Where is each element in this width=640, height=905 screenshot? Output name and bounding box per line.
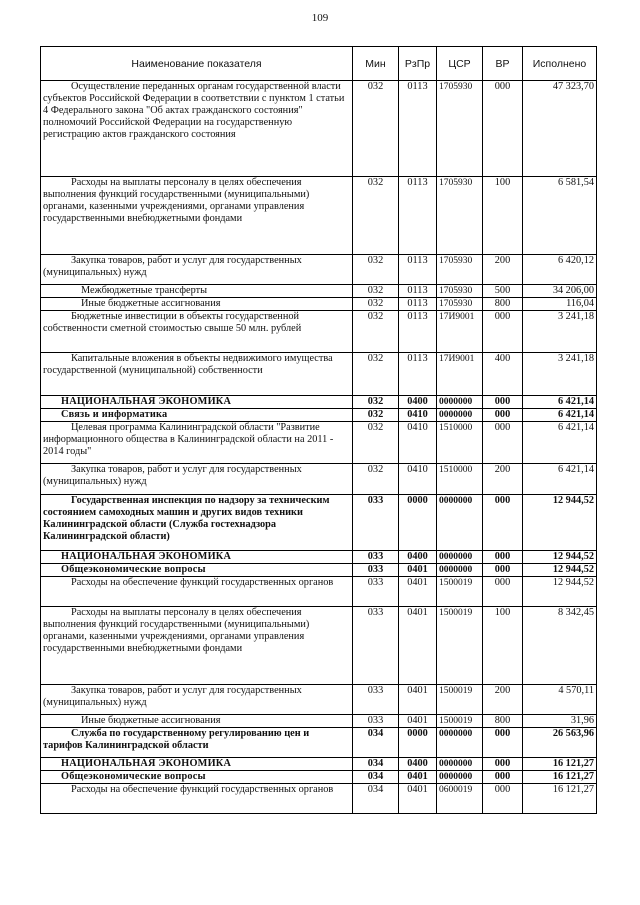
row-csr: 1500019 bbox=[437, 607, 483, 685]
table-row bbox=[41, 353, 597, 396]
row-vr: 800 bbox=[483, 715, 523, 728]
table-row bbox=[41, 577, 597, 607]
row-vr: 000 bbox=[483, 495, 523, 551]
row-done: 16 121,27 bbox=[523, 784, 597, 814]
row-rzpr: 0401 bbox=[399, 577, 437, 607]
row-min: 034 bbox=[353, 771, 399, 784]
row-csr: 17И9001 bbox=[437, 311, 483, 353]
table-row bbox=[41, 715, 597, 728]
row-min: 032 bbox=[353, 177, 399, 255]
row-csr: 1705930 bbox=[437, 81, 483, 177]
row-csr: 0000000 bbox=[437, 551, 483, 564]
row-vr: 200 bbox=[483, 685, 523, 715]
row-name: Капитальные вложения в объекты недвижимого имущества государственной (муниципальной) собственности bbox=[41, 353, 353, 396]
row-done: 16 121,27 bbox=[523, 771, 597, 784]
row-csr: 0000000 bbox=[437, 564, 483, 577]
table-row bbox=[41, 255, 597, 285]
row-done: 12 944,52 bbox=[523, 564, 597, 577]
row-name: Целевая программа Калининградской области "Развитие информационного общества в Калининградской области на 2011 - 2014 годы" bbox=[41, 422, 353, 464]
row-vr: 200 bbox=[483, 255, 523, 285]
table-header-row bbox=[41, 47, 597, 81]
row-rzpr: 0113 bbox=[399, 353, 437, 396]
row-csr: 1510000 bbox=[437, 464, 483, 495]
row-csr: 1705930 bbox=[437, 177, 483, 255]
row-done: 26 563,96 bbox=[523, 728, 597, 758]
row-done: 12 944,52 bbox=[523, 495, 597, 551]
row-done: 6 581,54 bbox=[523, 177, 597, 255]
row-min: 032 bbox=[353, 464, 399, 495]
row-name: Бюджетные инвестиции в объекты государственной собственности сметной стоимостью свыше 50 млн. рублей bbox=[41, 311, 353, 353]
row-min: 032 bbox=[353, 285, 399, 298]
table-row bbox=[41, 422, 597, 464]
row-min: 033 bbox=[353, 564, 399, 577]
table-row bbox=[41, 551, 597, 564]
header-csr: ЦСР bbox=[437, 47, 483, 81]
row-min: 033 bbox=[353, 607, 399, 685]
table-row bbox=[41, 298, 597, 311]
row-csr: 1705930 bbox=[437, 298, 483, 311]
row-done: 6 420,12 bbox=[523, 255, 597, 285]
row-csr: 0600019 bbox=[437, 784, 483, 814]
row-rzpr: 0113 bbox=[399, 311, 437, 353]
row-rzpr: 0410 bbox=[399, 409, 437, 422]
row-rzpr: 0401 bbox=[399, 607, 437, 685]
row-vr: 200 bbox=[483, 464, 523, 495]
row-csr: 1500019 bbox=[437, 715, 483, 728]
row-name: Служба по государственному регулированию цен и тарифов Калининградской области bbox=[41, 728, 353, 758]
table-row bbox=[41, 177, 597, 255]
table-row bbox=[41, 771, 597, 784]
row-vr: 000 bbox=[483, 577, 523, 607]
row-min: 032 bbox=[353, 353, 399, 396]
row-rzpr: 0000 bbox=[399, 495, 437, 551]
row-min: 032 bbox=[353, 298, 399, 311]
table-row bbox=[41, 409, 597, 422]
table-row bbox=[41, 758, 597, 771]
row-rzpr: 0400 bbox=[399, 758, 437, 771]
row-name: Расходы на обеспечение функций государственных органов bbox=[41, 577, 353, 607]
row-vr: 100 bbox=[483, 607, 523, 685]
row-rzpr: 0400 bbox=[399, 551, 437, 564]
header-name: Наименование показателя bbox=[41, 47, 353, 81]
header-min: Мин bbox=[353, 47, 399, 81]
row-csr: 17И9001 bbox=[437, 353, 483, 396]
row-rzpr: 0113 bbox=[399, 177, 437, 255]
row-csr: 0000000 bbox=[437, 396, 483, 409]
row-done: 6 421,14 bbox=[523, 422, 597, 464]
row-name: Общеэкономические вопросы bbox=[41, 771, 353, 784]
row-min: 032 bbox=[353, 255, 399, 285]
row-rzpr: 0113 bbox=[399, 81, 437, 177]
row-vr: 000 bbox=[483, 396, 523, 409]
row-rzpr: 0401 bbox=[399, 784, 437, 814]
row-rzpr: 0113 bbox=[399, 255, 437, 285]
row-min: 033 bbox=[353, 551, 399, 564]
row-min: 034 bbox=[353, 758, 399, 771]
row-rzpr: 0410 bbox=[399, 464, 437, 495]
row-name: Общеэкономические вопросы bbox=[41, 564, 353, 577]
row-vr: 000 bbox=[483, 784, 523, 814]
table-row bbox=[41, 564, 597, 577]
row-vr: 000 bbox=[483, 409, 523, 422]
table-row bbox=[41, 607, 597, 685]
row-name: Связь и информатика bbox=[41, 409, 353, 422]
row-name: Осуществление переданных органам государственной власти субъектов Российской Федерации в соответствии с пунктом 1 статьи 4 Федерального закона "Об актах гражданского состояния" полномочий Российской Федерации на государственную регистрацию актов гражданского состояния bbox=[41, 81, 353, 177]
table-row bbox=[41, 81, 597, 177]
row-rzpr: 0401 bbox=[399, 685, 437, 715]
row-done: 6 421,14 bbox=[523, 396, 597, 409]
table-row bbox=[41, 464, 597, 495]
row-done: 16 121,27 bbox=[523, 758, 597, 771]
row-min: 032 bbox=[353, 311, 399, 353]
row-csr: 0000000 bbox=[437, 409, 483, 422]
row-done: 8 342,45 bbox=[523, 607, 597, 685]
row-csr: 0000000 bbox=[437, 771, 483, 784]
row-done: 6 421,14 bbox=[523, 409, 597, 422]
row-min: 033 bbox=[353, 577, 399, 607]
table-row bbox=[41, 784, 597, 814]
header-vr: ВР bbox=[483, 47, 523, 81]
row-min: 032 bbox=[353, 396, 399, 409]
row-done: 47 323,70 bbox=[523, 81, 597, 177]
row-done: 34 206,00 bbox=[523, 285, 597, 298]
row-min: 034 bbox=[353, 728, 399, 758]
header-rzpr: РзПр bbox=[399, 47, 437, 81]
table-row bbox=[41, 728, 597, 758]
row-done: 3 241,18 bbox=[523, 353, 597, 396]
row-csr: 0000000 bbox=[437, 495, 483, 551]
row-min: 033 bbox=[353, 685, 399, 715]
row-vr: 000 bbox=[483, 422, 523, 464]
row-rzpr: 0410 bbox=[399, 422, 437, 464]
row-vr: 000 bbox=[483, 758, 523, 771]
row-vr: 100 bbox=[483, 177, 523, 255]
row-vr: 000 bbox=[483, 728, 523, 758]
row-name: Государственная инспекция по надзору за техническим состоянием самоходных машин и других видов техники Калининградской области (Служба гостехнадзора Калининградской области) bbox=[41, 495, 353, 551]
row-name: НАЦИОНАЛЬНАЯ ЭКОНОМИКА bbox=[41, 758, 353, 771]
row-done: 3 241,18 bbox=[523, 311, 597, 353]
row-name: Межбюджетные трансферты bbox=[41, 285, 353, 298]
row-done: 116,04 bbox=[523, 298, 597, 311]
row-name: НАЦИОНАЛЬНАЯ ЭКОНОМИКА bbox=[41, 551, 353, 564]
row-name: Закупка товаров, работ и услуг для государственных (муниципальных) нужд bbox=[41, 685, 353, 715]
row-csr: 1500019 bbox=[437, 577, 483, 607]
row-vr: 000 bbox=[483, 311, 523, 353]
row-vr: 500 bbox=[483, 285, 523, 298]
budget-table bbox=[40, 46, 597, 814]
row-vr: 000 bbox=[483, 81, 523, 177]
row-done: 4 570,11 bbox=[523, 685, 597, 715]
row-min: 033 bbox=[353, 715, 399, 728]
row-csr: 1705930 bbox=[437, 255, 483, 285]
page-number: 109 bbox=[311, 12, 329, 24]
row-min: 032 bbox=[353, 409, 399, 422]
row-rzpr: 0113 bbox=[399, 285, 437, 298]
row-name: Закупка товаров, работ и услуг для государственных (муниципальных) нужд bbox=[41, 464, 353, 495]
row-min: 032 bbox=[353, 81, 399, 177]
table-row bbox=[41, 285, 597, 298]
row-name: Расходы на выплаты персоналу в целях обеспечения выполнения функций государственными (муниципальными) органами, казенными учреждениями, органами управления государственными внебюджетными фондами bbox=[41, 177, 353, 255]
row-name: Иные бюджетные ассигнования bbox=[41, 298, 353, 311]
row-csr: 1705930 bbox=[437, 285, 483, 298]
row-rzpr: 0401 bbox=[399, 715, 437, 728]
row-csr: 1510000 bbox=[437, 422, 483, 464]
row-min: 033 bbox=[353, 495, 399, 551]
row-csr: 1500019 bbox=[437, 685, 483, 715]
row-done: 12 944,52 bbox=[523, 577, 597, 607]
row-name: Закупка товаров, работ и услуг для государственных (муниципальных) нужд bbox=[41, 255, 353, 285]
row-vr: 800 bbox=[483, 298, 523, 311]
row-min: 034 bbox=[353, 784, 399, 814]
row-vr: 000 bbox=[483, 564, 523, 577]
row-name: Расходы на обеспечение функций государственных органов bbox=[41, 784, 353, 814]
row-name: Расходы на выплаты персоналу в целях обеспечения выполнения функций государственными (муниципальными) органами, казенными учреждениями, органами управления государственными внебюджетными фондами bbox=[41, 607, 353, 685]
table-row bbox=[41, 396, 597, 409]
row-rzpr: 0113 bbox=[399, 298, 437, 311]
row-name: Иные бюджетные ассигнования bbox=[41, 715, 353, 728]
table-row bbox=[41, 311, 597, 353]
row-vr: 000 bbox=[483, 551, 523, 564]
row-min: 032 bbox=[353, 422, 399, 464]
row-csr: 0000000 bbox=[437, 758, 483, 771]
row-rzpr: 0401 bbox=[399, 564, 437, 577]
table-row bbox=[41, 495, 597, 551]
row-name: НАЦИОНАЛЬНАЯ ЭКОНОМИКА bbox=[41, 396, 353, 409]
row-done: 12 944,52 bbox=[523, 551, 597, 564]
row-rzpr: 0401 bbox=[399, 771, 437, 784]
row-done: 31,96 bbox=[523, 715, 597, 728]
row-csr: 0000000 bbox=[437, 728, 483, 758]
table-row bbox=[41, 685, 597, 715]
row-vr: 000 bbox=[483, 771, 523, 784]
header-done: Исполнено bbox=[523, 47, 597, 81]
row-rzpr: 0400 bbox=[399, 396, 437, 409]
row-vr: 400 bbox=[483, 353, 523, 396]
row-done: 6 421,14 bbox=[523, 464, 597, 495]
row-rzpr: 0000 bbox=[399, 728, 437, 758]
